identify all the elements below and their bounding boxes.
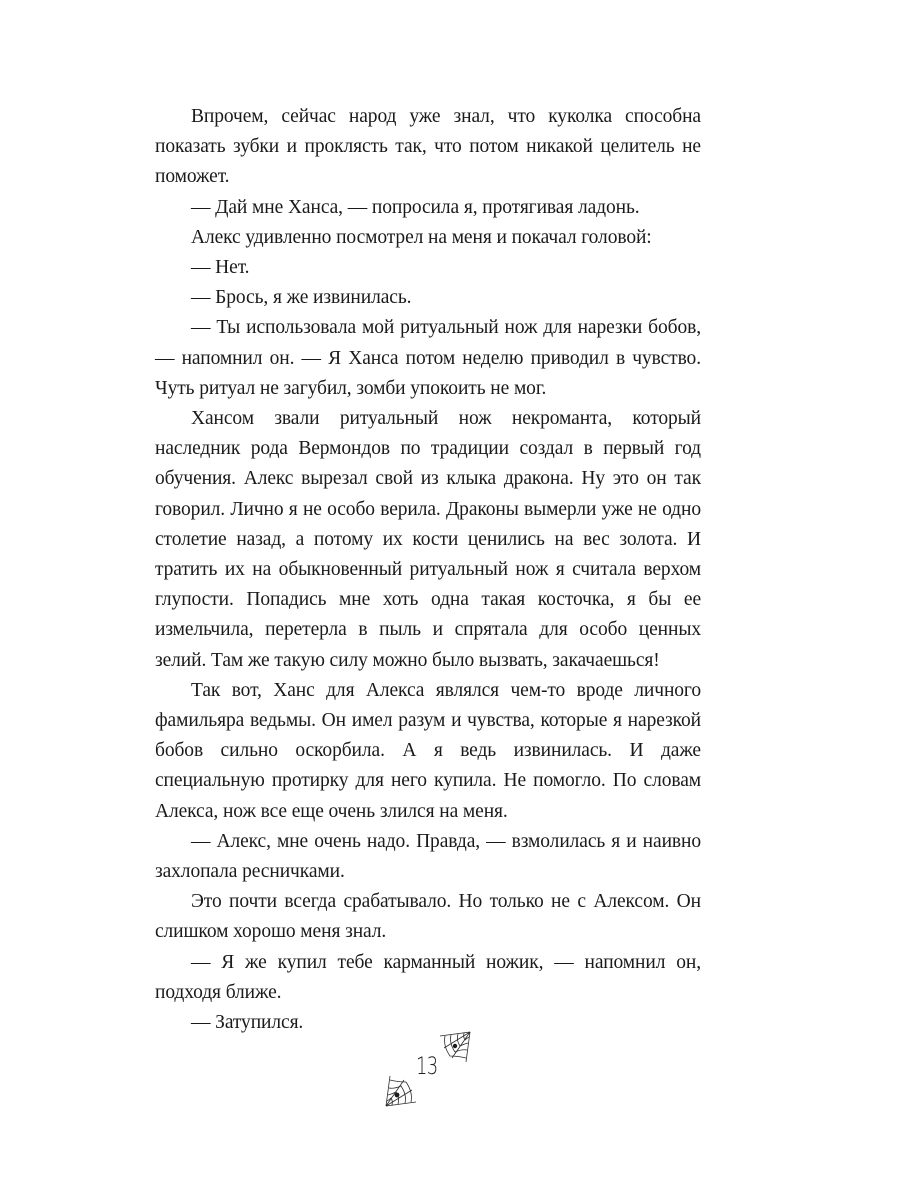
paragraph: — Дай мне Ханса, — попросила я, протягивая ладонь.	[191, 196, 640, 218]
paragraph: — Брось, я же извинилась.	[191, 287, 412, 309]
paragraph: — Нет.	[191, 257, 250, 279]
spiderweb-icon	[438, 1030, 472, 1064]
paragraph: Хансом звали ритуальный нож некроманта, который наследник рода Вермондов по традиции создал в первый год обучения. Алекс вырезал свой из клыка дракона. Ну это он так говорил. Лично я не особо верила. Драконы вымерли уже не одно столетие назад, а потому их кости ценились на вес золота. И тратить их на обыкновенный ритуальный нож я считала верхом глупости. Попадись мне хоть одна такая косточка, я бы ее измельчила, перетерла в пыль и спрятала для особо ценных зелий. Там же такую силу можно было вызвать, закачаешься!	[155, 408, 701, 671]
page-folio	[380, 1030, 470, 1110]
paragraph: — Алекс, мне очень надо. Правда, — взмолилась я и наивно захлопала ресничками.	[155, 830, 701, 883]
page-number: 13	[416, 1052, 438, 1080]
paragraph: Впрочем, сейчас народ уже знал, что куколка способна показать зубки и проклясть так, что потом никакой целитель не поможет.	[155, 106, 701, 188]
paragraph: Это почти всегда срабатывало. Но только не с Алексом. Он слишком хорошо меня знал.	[155, 891, 701, 943]
paragraph: — Ты использовала мой ритуальный нож для нарезки бобов, — напомнил он. — Я Ханса потом неделю приводил в чувство. Чуть ритуал не загубил, зомби упокоить не мог.	[155, 317, 701, 399]
paragraph: — Я же купил тебе карманный ножик, — напомнил он, подходя ближе.	[155, 951, 701, 1003]
book-page-text	[155, 102, 701, 1038]
paragraph: Так вот, Ханс для Алекса являлся чем-то вроде личного фамильяра ведьмы. Он имел разум и чувства, которые я нарезкой бобов сильно оскорбила. А я ведь извинилась. И даже специальную протирку для него купила. Не помогло. По словам Алекса, нож все еще очень злился на меня.	[155, 679, 701, 822]
paragraph: — Затупился.	[191, 1012, 304, 1034]
paragraph: Алекс удивленно посмотрел на меня и покачал головой:	[191, 226, 652, 248]
spiderweb-icon	[384, 1074, 418, 1108]
